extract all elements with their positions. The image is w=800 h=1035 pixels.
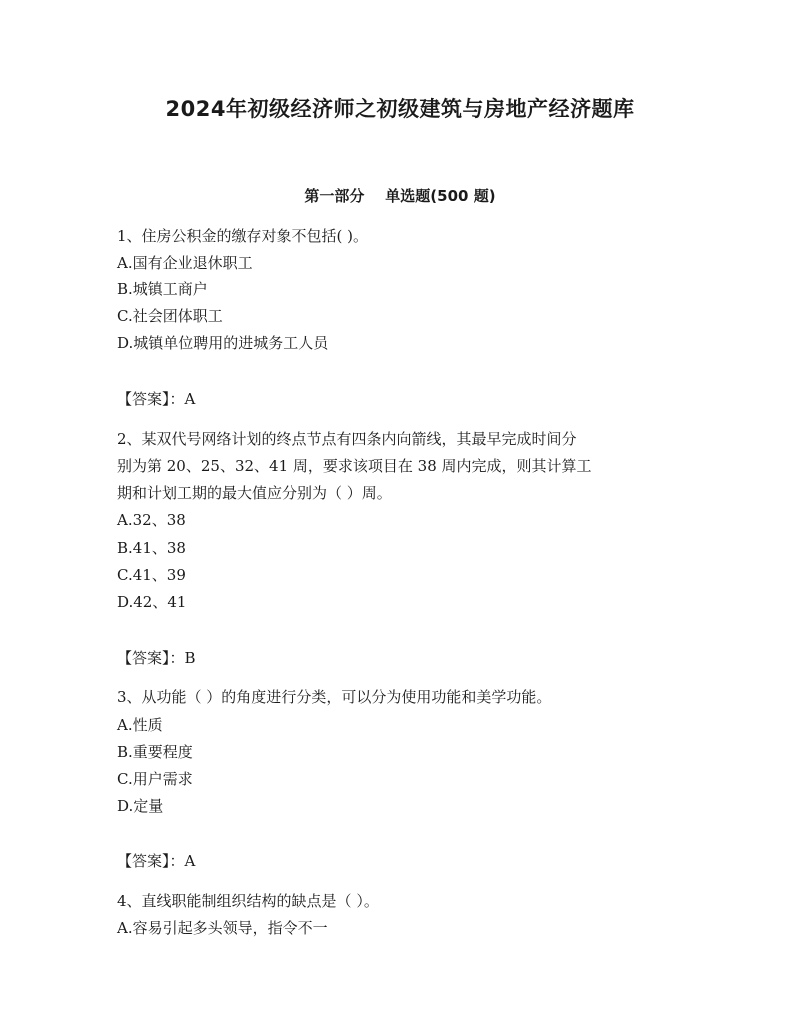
question-2-stem-line-1: 2、某双代号网络计划的终点节点有四条内向箭线，其最早完成时间分 bbox=[117, 430, 577, 448]
document-title: 2024年初级经济师之初级建筑与房地产经济题库 bbox=[165, 97, 635, 121]
question-2-option-c: C.41、39 bbox=[117, 566, 186, 584]
answer-value: B bbox=[184, 649, 196, 667]
question-1-option-d: D.城镇单位聘用的进城务工人员 bbox=[117, 334, 329, 352]
question-4-option-a: A.容易引起多头领导，指令不一 bbox=[117, 919, 328, 937]
question-3-answer bbox=[117, 848, 697, 874]
answer-value: A bbox=[184, 852, 196, 870]
answer-label: 【答案】： bbox=[117, 649, 185, 667]
section-heading: 第一部分 单选题(500 题) bbox=[304, 187, 496, 205]
answer-label: 【答案】： bbox=[117, 852, 185, 870]
question-2-option-a: A.32、38 bbox=[117, 511, 186, 529]
question-3-option-c: C.用户需求 bbox=[117, 770, 193, 788]
question-1-option-a: A.国有企业退休职工 bbox=[117, 254, 253, 272]
question-3-option-a: A.性质 bbox=[117, 716, 163, 734]
question-2-option-b: B.41、38 bbox=[117, 539, 186, 557]
question-3-option-b: B.重要程度 bbox=[117, 743, 193, 761]
answer-value: A bbox=[184, 390, 196, 408]
answer-label: 【答案】： bbox=[117, 390, 185, 408]
question-1-answer bbox=[117, 386, 697, 412]
question-3-option-d: D.定量 bbox=[117, 797, 164, 815]
question-2-option-d: D.42、41 bbox=[117, 593, 187, 611]
question-2-stem-line-2: 别为第 20、25、32、41 周，要求该项目在 38 周内完成，则其计算工 bbox=[117, 457, 592, 475]
question-1-option-b: B.城镇工商户 bbox=[117, 280, 208, 298]
question-2-stem-line-3: 期和计划工期的最大值应分别为（ ）周。 bbox=[117, 484, 392, 502]
question-1-option-c: C.社会团体职工 bbox=[117, 307, 223, 325]
question-3-stem: 3、从功能（ ）的角度进行分类，可以分为使用功能和美学功能。 bbox=[117, 688, 552, 706]
question-1-stem: 1、住房公积金的缴存对象不包括( )。 bbox=[117, 227, 369, 245]
question-4-stem: 4、直线职能制组织结构的缺点是（ ）。 bbox=[117, 892, 379, 910]
question-2-answer bbox=[117, 645, 697, 671]
